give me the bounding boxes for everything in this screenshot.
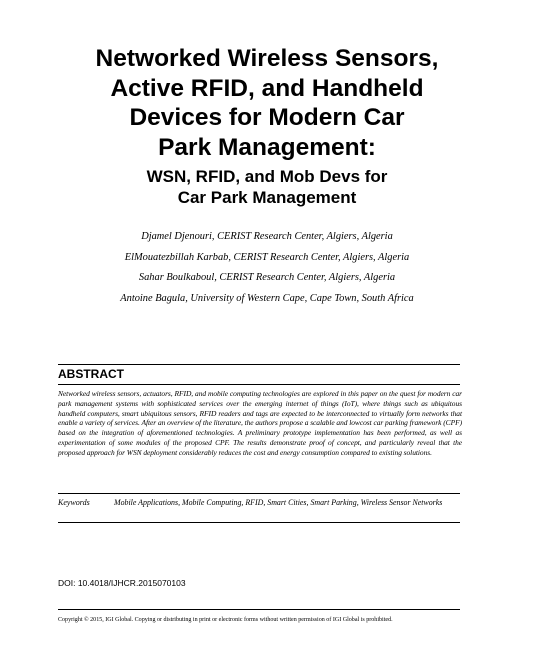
keywords-top-rule (58, 493, 460, 494)
abstract-heading-rule (58, 384, 460, 385)
author-2: ElMouatezbillah Karbab, CERIST Research Center, Algiers, Algeria (124, 251, 410, 263)
keywords-bottom-rule (58, 522, 460, 523)
keywords-label: Keywords (58, 498, 90, 507)
title-line-4: Park Management: (158, 133, 376, 161)
author-3: Sahar Boulkaboul, CERIST Research Center, Algiers, Algeria (138, 272, 396, 283)
keywords-value: Mobile Applications, Mobile Computing, RFID, Smart Cities, Smart Parking, Wireless Sensor Networks (114, 498, 443, 507)
footer-rule (58, 609, 460, 610)
subtitle-line-1: WSN, RFID, and Mob Devs for (146, 167, 388, 186)
title-line-1: Networked Wireless Sensors, (95, 45, 439, 72)
author-4: Antoine Bagula, University of Western Cape, Cape Town, South Africa (120, 292, 414, 304)
subtitle-line-2: Car Park Management (177, 188, 357, 207)
doi-text: DOI: 10.4018/IJHCR.2015070103 (58, 578, 186, 588)
copyright-notice: Copyright © 2015, IGI Global. Copying or distributing in print or electronic forms without written permission of IGI Global is prohibited. (58, 617, 393, 623)
abstract-heading: ABSTRACT (58, 367, 124, 381)
author-1: Djamel Djenouri, CERIST Research Center, Algiers, Algeria (141, 231, 393, 242)
author-list (30, 227, 504, 309)
title-line-2: Active RFID, and Handheld (110, 74, 424, 102)
paper-subtitle (40, 166, 494, 208)
abstract-text: Networked wireless sensors, actuators, RFID, and mobile computing technologies are explored in this paper on the quest for modern car park management systems with sophisticated services over the emerging internet of things (IoT), where things such as ubiquitous handheld computers, smart ubiquitous sensors, RFID readers and tags are expected to be interconnected to virtually form networks that enable a variety of services. After an overview of the literature, the authors propose a scalable and lowcost car parking framework (CPF) based on the integration of aforementioned technologies. A preliminary prototype implementation has been performed, as well as experimentation of some modules of the proposed CPF. The results demonstrate proof of concept, and particularly reveal that the proposed approach for WSN deployment considerably reduces the cost and energy consumption compared to existing solutions. (58, 389, 462, 457)
title-line-3: Devices for Modern Car (129, 104, 405, 131)
abstract-top-rule (58, 364, 460, 365)
paper-title (40, 44, 494, 162)
